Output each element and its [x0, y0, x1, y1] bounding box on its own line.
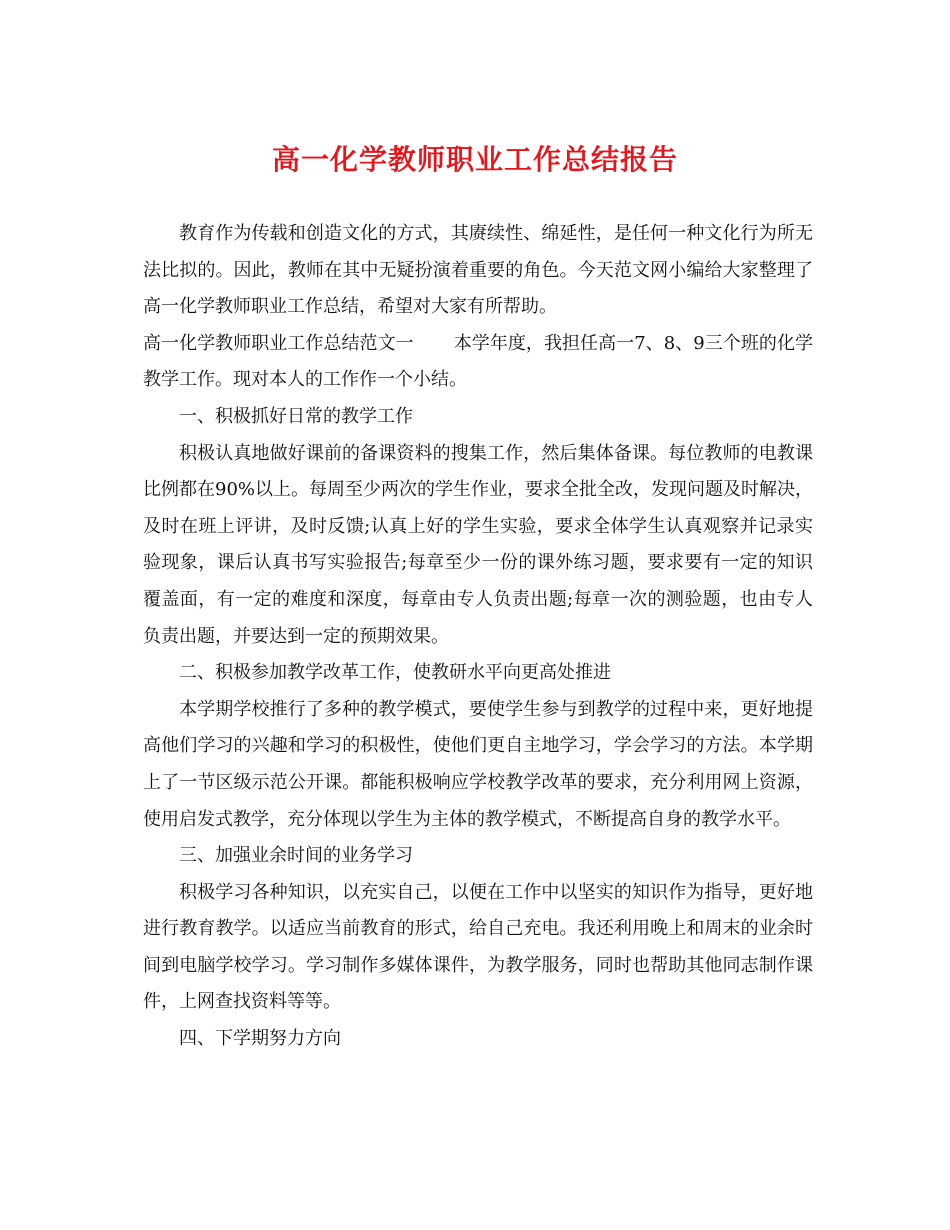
section-paragraph-2: 本学期学校推行了多种的教学模式，要使学生参与到教学的过程中来，更好地提高他们学习的兴趣和学习的积极性，使他们更自主地学习，学会学习的方法。本学期上了一节区级示范公开课。都能积极响应学校教学改革的要求，充分利用网上资源，使用启发式教学，充分体现以学生为主体的教学模式，不断提高自身的教学水平。	[143, 698, 813, 830]
section-heading-1: 一、积极抓好日常的教学工作	[179, 405, 413, 427]
section-heading-4: 四、下学期努力方向	[179, 1028, 341, 1050]
document-title: 高一化学教师职业工作总结报告	[271, 143, 678, 176]
sample-label: 高一化学教师职业工作总结范文一	[143, 332, 414, 354]
section-heading-3: 三、加强业余时间的业务学习	[179, 845, 413, 867]
sample-paragraph	[143, 326, 813, 399]
section-paragraph-1: 积极认真地做好课前的备课资料的搜集工作，然后集体备课。每位教师的电教课比例都在90%以上。每周至少两次的学生作业，要求全批全改，发现问题及时解决，及时在班上评讲，及时反馈;认真上好的学生实验，要求全体学生认真观察并记录实验现象，课后认真书写实验报告;每章至少一份的课外练习题，要求要有一定的知识覆盖面，有一定的难度和深度，每章由专人负责出题;每章一次的测验题，也由专人负责出题，并要达到一定的预期效果。	[143, 442, 814, 647]
intro-paragraph: 教育作为传载和创造文化的方式，其赓续性、绵延性，是任何一种文化行为所无法比拟的。因此，教师在其中无疑扮演着重要的角色。今天范文网小编给大家整理了高一化学教师职业工作总结，希望对大家有所帮助。	[143, 223, 813, 318]
section-heading-2: 二、积极参加教学改革工作，使教研水平向更高处推进	[179, 662, 611, 684]
sample-text: 本学年度，我担任高一7、8、9三个班的化学教学工作。现对本人的工作作一个小结。	[143, 332, 813, 391]
section-paragraph-3: 积极学习各种知识，以充实自己，以便在工作中以坚实的知识作为指导，更好地进行教育教学。以适应当前教育的形式，给自己充电。我还利用晚上和周末的业余时间到电脑学校学习。学习制作多媒体课件，为教学服务，同时也帮助其他同志制作课件，上网查找资料等等。	[143, 881, 813, 1013]
document-body	[143, 216, 813, 1058]
